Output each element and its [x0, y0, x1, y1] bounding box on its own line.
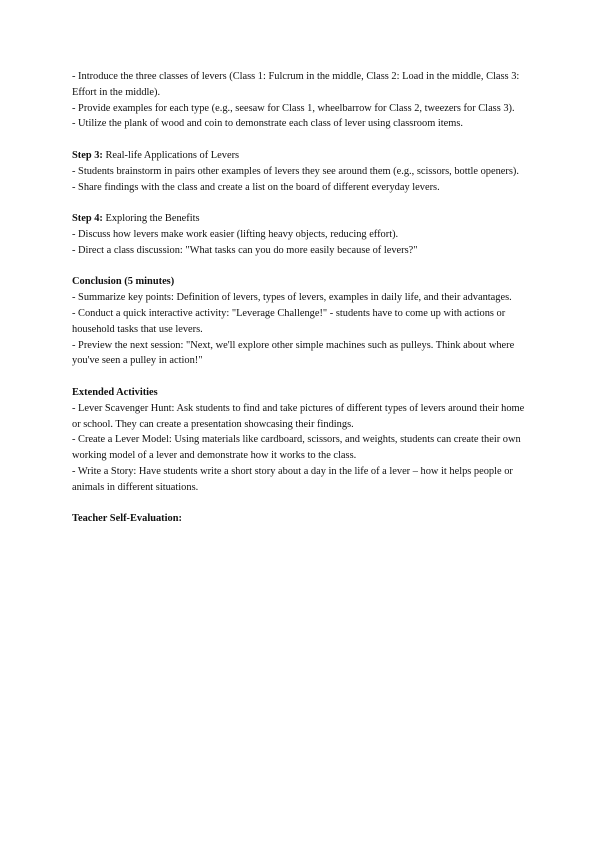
step4-title: Exploring the Benefits	[102, 213, 200, 225]
step3-item: - Share findings with the class and create a list on the board of different everyday levers.	[72, 181, 440, 193]
extended-item: - Write a Story: Have students write a short story about a day in the life of a lever – how it helps people or animals in different situations.	[72, 465, 513, 493]
step4-item: - Direct a class discussion: "What tasks can you do more easily because of levers?"	[72, 244, 418, 256]
step3-section	[72, 148, 535, 195]
step3-item: - Students brainstorm in pairs other examples of levers they see around them (e.g., scissors, bottle openers).	[72, 165, 519, 177]
step4-heading	[72, 211, 535, 227]
extended-section	[72, 385, 535, 496]
intro-item: - Introduce the three classes of levers (Class 1: Fulcrum in the middle, Class 2: Load in the middle, Class 3: Effort in the middle).	[72, 71, 520, 98]
extended-item: - Create a Lever Model: Using materials like cardboard, scissors, and weights, students can create their own working model of a lever and demonstrate how it works to the class.	[72, 434, 521, 462]
intro-item: - Utilize the plank of wood and coin to demonstrate each class of lever using classroom items.	[72, 118, 463, 130]
step4-section	[72, 211, 535, 258]
conclusion-heading: Conclusion (5 minutes)	[72, 276, 175, 288]
step4-label: Step 4:	[72, 213, 103, 225]
intro-item: - Provide examples for each type (e.g., seesaw for Class 1, wheelbarrow for Class 2, tweezers for Class 3).	[72, 102, 515, 114]
step4-item: - Discuss how levers make work easier (lifting heavy objects, reducing effort).	[72, 228, 399, 240]
extended-heading: Extended Activities	[72, 386, 158, 398]
step3-label: Step 3:	[72, 149, 103, 161]
conclusion-item: - Conduct a quick interactive activity: "Leverage Challenge!" - students have to come up with actions or household tasks that use levers.	[72, 307, 506, 335]
conclusion-item: - Preview the next session: "Next, we'll explore other simple machines such as pulleys. Think about where you've seen a pulley in action!"	[72, 339, 515, 367]
extended-item: - Lever Scavenger Hunt: Ask students to find and take pictures of different types of levers around their home or school. They can create a presentation showcasing their findings.	[72, 402, 525, 430]
intro-section	[72, 69, 535, 132]
self-evaluation-heading: Teacher Self-Evaluation:	[72, 513, 182, 525]
conclusion-section	[72, 274, 535, 369]
step3-heading	[72, 148, 535, 164]
step3-title: Real-life Applications of Levers	[102, 149, 240, 161]
self-evaluation-section	[72, 511, 535, 527]
conclusion-item: - Summarize key points: Definition of levers, types of levers, examples in daily life, and their advantages.	[72, 292, 512, 304]
